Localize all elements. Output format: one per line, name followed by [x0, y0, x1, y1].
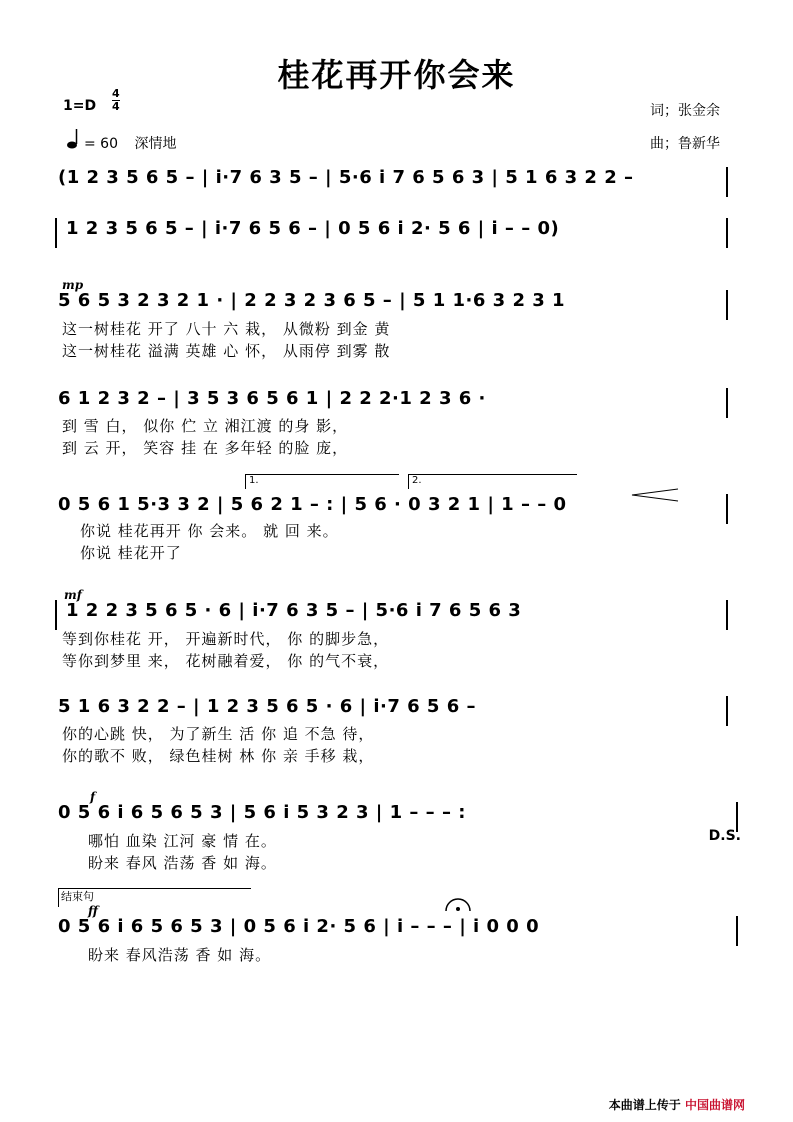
footer-text: 本曲谱上传于	[608, 1098, 681, 1112]
tempo-marking	[84, 133, 176, 153]
jianpu-notes: 0 5 6 i 6 5 6 5 3 | 0 5 6 i 2· 5 6 | i – – – | i 0 0 0	[58, 916, 540, 937]
composer-credit: 曲；鲁新华	[650, 136, 720, 152]
barline	[726, 167, 728, 197]
key-signature: 1=D	[63, 98, 97, 114]
repeat-barline	[55, 600, 57, 630]
lyric-line-3: 到 雪 白， 似你 伫 立 湘江渡 的身 影，	[62, 417, 349, 435]
barline	[726, 218, 728, 248]
notation-row-1	[0, 163, 793, 193]
barline	[726, 290, 728, 320]
repeat-barline	[55, 218, 57, 248]
time-denominator: 4	[112, 100, 120, 113]
lyricist-credit: 词；张金余	[650, 103, 720, 119]
lyric-line-1: 这一树桂花 开了 八十 六 栽， 从微粉 到金 黄	[62, 320, 391, 338]
final-barline	[736, 916, 738, 946]
jianpu-notes: 1 2 3 5 6 5 – | i·7 6 5 6 – | 0 5 6 i 2· 5 6 | i – – 0)	[66, 218, 560, 239]
lyric-line-9: 你的心跳 快， 为了新生 活 你 追 不急 待，	[62, 725, 375, 743]
lyric-line-13: 盼来 春风浩荡 香 如 海。	[88, 946, 272, 964]
notation-row-9	[0, 912, 793, 942]
barline	[726, 600, 728, 630]
notation-row-2	[0, 214, 793, 244]
notation-row-6	[0, 596, 793, 626]
jianpu-notes: 0 5 6 i 6 5 6 5 3 | 5 6 i 5 3 2 3 | 1 – – – :	[58, 802, 466, 823]
jianpu-notes: 6 1 2 3 2 – | 3 5 3 6 5 6 1 | 2 2 2·1 2 3 6 ·	[58, 388, 486, 409]
dynamic-mf: mf	[64, 588, 82, 602]
time-numerator: 4	[112, 87, 120, 100]
ending-section-label: 结束句	[58, 888, 251, 907]
dal-segno-marking: D.S.	[708, 828, 741, 844]
lyric-line-8: 等你到梦里 来， 花树融着爱， 你 的气不衰，	[62, 652, 390, 670]
dynamic-f: f	[90, 790, 96, 804]
lyric-line-12: 盼来 春风 浩荡 香 如 海。	[88, 854, 277, 872]
lyric-line-2: 这一树桂花 溢满 英雄 心 怀， 从雨停 到雾 散	[62, 342, 391, 360]
lyric-line-5: 你说 桂花再开 你 会来。 就 回 来。	[80, 522, 339, 540]
song-title: 桂花再开你会来	[277, 56, 516, 94]
lyric-line-6: 你说 桂花开了	[80, 544, 182, 562]
site-logo: 中国曲谱网	[684, 1098, 745, 1112]
lyric-line-4: 到 云 开， 笑容 挂 在 多年轻 的脸 庞，	[62, 439, 349, 457]
notation-row-4	[0, 384, 793, 414]
expression-marking: 深情地	[134, 136, 177, 152]
barline	[726, 696, 728, 726]
quarter-note-icon	[64, 128, 86, 150]
notation-row-8	[0, 798, 793, 828]
footer-credit	[609, 1096, 745, 1113]
notation-row-7	[0, 692, 793, 722]
dynamic-ff: ff	[88, 904, 98, 918]
lyric-line-11: 哪怕 血染 江河 豪 情 在。	[88, 832, 277, 850]
jianpu-notes: (1 2 3 5 6 5 – | i·7 6 3 5 – | 5·6 i 7 6 5 6 3 | 5 1 6 3 2 2 –	[58, 167, 634, 188]
time-signature	[112, 88, 120, 113]
notation-row-3	[0, 286, 793, 316]
jianpu-notes: 5 6 5 3 2 3 2 1 · | 2 2 3 2 3 6 5 – | 5 1 1·6 3 2 3 1	[58, 290, 566, 311]
volta-first-ending: 1.	[245, 474, 399, 489]
dynamic-mp: mp	[62, 278, 84, 292]
jianpu-notes: 5 1 6 3 2 2 – | 1 2 3 5 6 5 · 6 | i·7 6 5 6 –	[58, 696, 477, 717]
barline	[726, 388, 728, 418]
jianpu-notes: 0 5 6 1 5·3 3 2 | 5 6 2 1 – : | 5 6 · 0 3 2 1 | 1 – – 0	[58, 494, 567, 515]
jianpu-notes: 1 2 2 3 5 6 5 · 6 | i·7 6 3 5 – | 5·6 i 7 6 5 6 3	[66, 600, 522, 621]
tempo-value: = 60	[84, 136, 118, 152]
lyric-line-7: 等到你桂花 开， 开遍新时代， 你 的脚步急，	[62, 630, 390, 648]
lyric-line-10: 你的歌不 败， 绿色桂树 林 你 亲 手移 栽，	[62, 747, 375, 765]
crescendo-hairpin	[630, 488, 680, 502]
volta-second-ending: 2.	[408, 474, 577, 489]
